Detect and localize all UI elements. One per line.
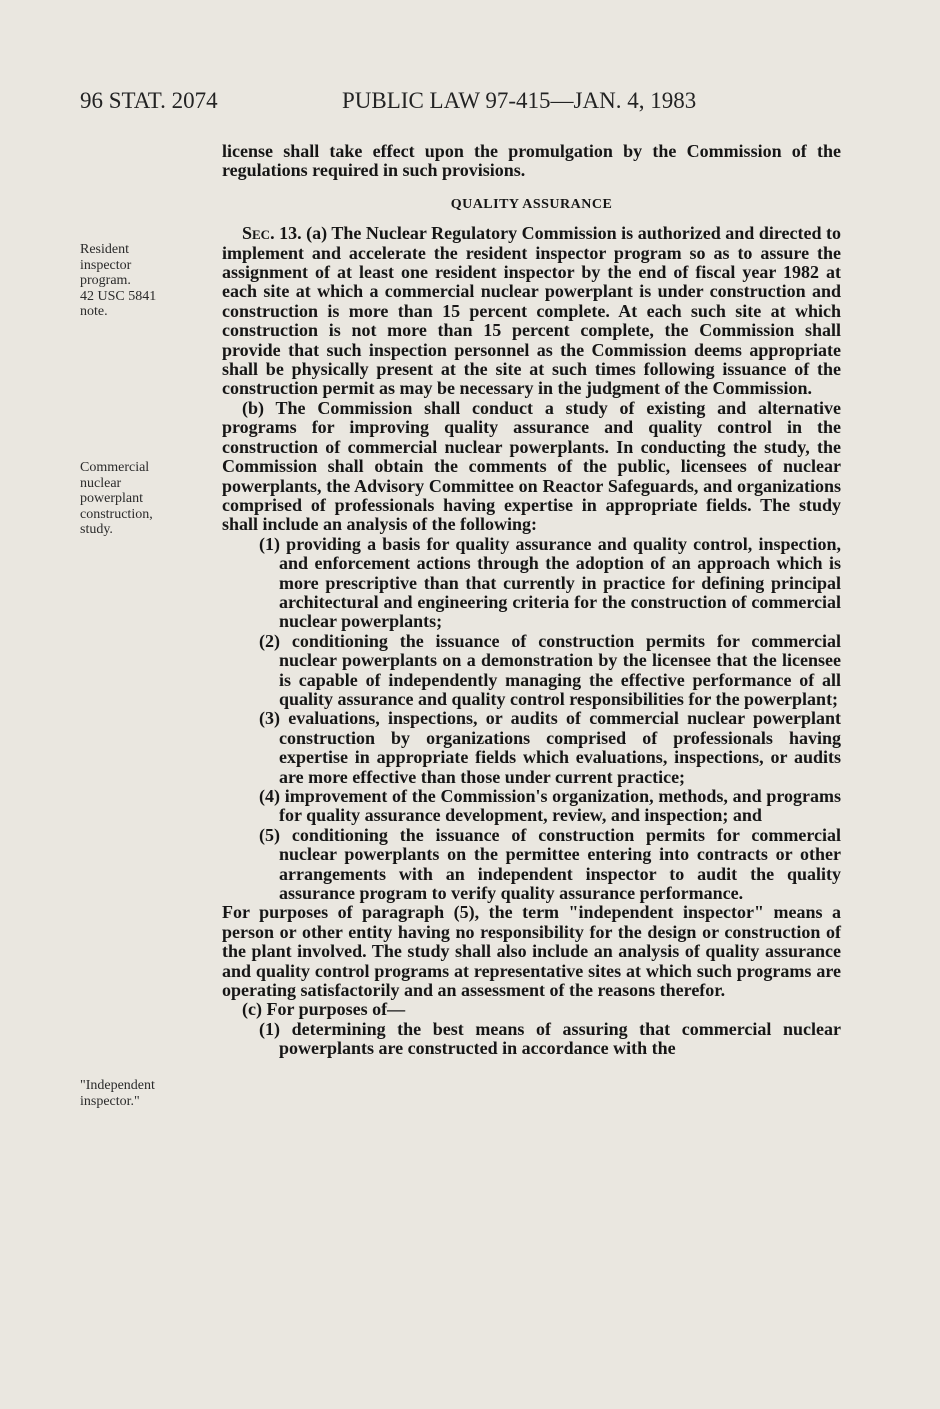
- sec13-c-paragraph: (c) For purposes of—: [242, 999, 406, 1020]
- sec13-b-paragraph: (b) The Commission shall conduct a study of existing and alternative programs for improving quality assurance and quality control in the construction of commercial nuclear powerplants. In conducting the study, the Commission shall obtain the comments of the public, licensees of nuclear powerplants, the Advisory Committee on Reactor Safeguards, and organizations comprised of professionals having expertise in appropriate fields. The study shall include an analysis of the following:: [222, 397, 841, 535]
- margin-note-independent-inspector: "Independent inspector.": [80, 1078, 155, 1109]
- list-item: (4) improvement of the Commission's organization, methods, and programs for quality assurance development, review, and inspection; and: [259, 786, 841, 826]
- body-text: [222, 142, 841, 1059]
- public-law-title: PUBLIC LAW 97-415—JAN. 4, 1983: [342, 88, 697, 113]
- statute-reference: 96 STAT. 2074: [80, 88, 218, 113]
- list-item: (5) conditioning the issuance of construction permits for commercial nuclear powerplants on the permittee entering into contracts or other arrangements with an independent inspector to audit the quality assurance program to verify quality assurance performance.: [259, 824, 841, 904]
- sec13-a-paragraph: Sec. 13. (a) The Nuclear Regulatory Commission is authorized and directed to implement and accelerate the resident inspector program so as to assure the assignment of at least one resident inspector by the end of fiscal year 1982 at each site at which a commercial nuclear powerplant is under construction and construction is more than 15 percent complete. At each such site at which construction is not more than 15 percent complete, the Commission shall provide that such inspection personnel as the Commission deems appropriate shall be physically present at the site at such times following issuance of the construction permit as may be necessary in the judgment of the Commission.: [222, 223, 842, 399]
- margin-note-commercial-study: Commercial nuclear powerplant construction, study.: [80, 460, 153, 537]
- list-item: (3) evaluations, inspections, or audits of commercial nuclear powerplant construction by organizations comprised of professionals having expertise in appropriate fields which evaluations, inspections, or audits are more effective than those under current practice;: [259, 708, 841, 787]
- intro-paragraph: license shall take effect upon the promulgation by the Commission of the regulations required in such provisions.: [222, 141, 841, 181]
- list-item: (2) conditioning the issuance of construction permits for commercial nuclear powerplants on a demonstration by the licensee that the licensee is capable of independently managing the effective performance of all quality assurance and quality control responsibilities for the powerplant;: [259, 630, 841, 709]
- purposes-paragraph: For purposes of paragraph (5), the term "independent inspector" means a person or other entity having no responsibility for the design or construction of the plant involved. The study shall also include an analysis of quality assurance and quality control programs at representative sites at which such programs are operating satisfactorily and an assessment of the reasons therefor.: [222, 902, 841, 1001]
- list-item: (1) providing a basis for quality assurance and quality control, inspection, and enforcement actions through the adoption of an approach which is more prescriptive than that currently in practice for defining principal architectural and engineering criteria for the construction of commercial nuclear powerplants;: [259, 533, 841, 632]
- page-header: [80, 88, 840, 122]
- section-heading: QUALITY ASSURANCE: [450, 196, 613, 212]
- section-label: Sec. 13.: [242, 223, 302, 244]
- list-item: (1) determining the best means of assuring that commercial nuclear powerplants are constructed in accordance with the: [259, 1018, 841, 1059]
- margin-note-resident-inspector: Resident inspector program. 42 USC 5841 note.: [80, 242, 157, 319]
